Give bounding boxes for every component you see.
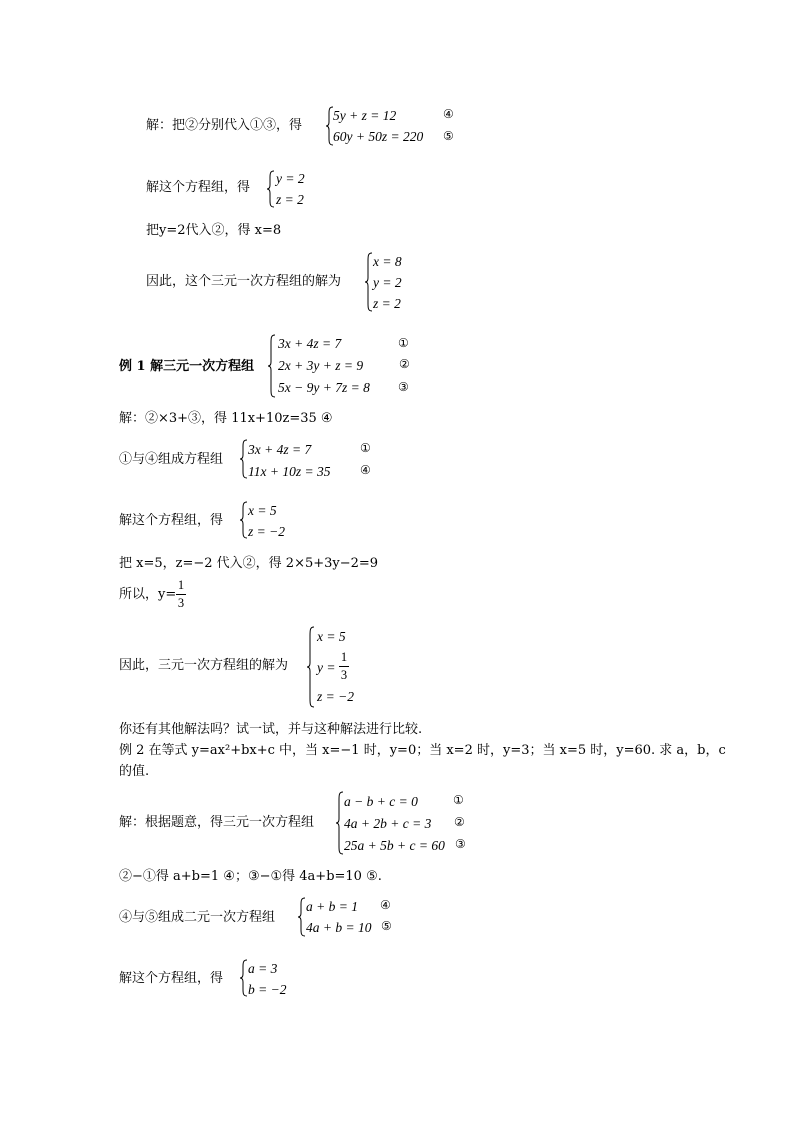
equation-tag: ② <box>454 815 465 829</box>
example1-step1: 解：②×3+③，得 11x+10z=35 ④ <box>119 411 333 426</box>
system-equation: 3x + 4z = 7 <box>248 442 312 457</box>
example2-step1: ②−①得 a+b=1 ④；③−①得 4a+b=10 ⑤. <box>119 869 382 884</box>
system-equation: a + b = 1 <box>306 899 358 914</box>
final-z: z = 2 <box>373 296 401 311</box>
equation-tag: ⑤ <box>381 919 392 933</box>
equation-tag: ① <box>360 441 371 455</box>
final-z: z = −2 <box>317 689 354 704</box>
example2-eq3: 25a + 5b + c = 60 <box>344 838 445 853</box>
equation-tag: ③ <box>398 380 409 394</box>
example1-title <box>119 359 254 375</box>
brace <box>240 959 248 997</box>
example2-eq1: a − b + c = 0 <box>344 794 418 809</box>
example2-combine-text: ④与⑤组成二元一次方程组 <box>119 910 276 925</box>
equation-tag: ④ <box>380 898 391 912</box>
equation-tag: ③ <box>455 837 466 851</box>
final-y: y = <box>317 660 336 675</box>
equation-tag: ④ <box>443 107 454 121</box>
result-x: x = 5 <box>248 503 277 518</box>
fraction-denominator: 3 <box>177 596 185 610</box>
substitution-text: 把 x=5，z=−2 代入②，得 2×5+3y−2=9 <box>119 556 379 571</box>
fraction-numerator: 1 <box>340 650 348 664</box>
solve-text: 解这个方程组，得 <box>146 180 251 195</box>
system-equation: 11x + 10z = 35 <box>248 464 331 479</box>
problem-line-1: 例 2 在等式 y=ax²+bx+c 中，当 x=−1 时，y=0；当 x=2 时，y=3；当 x=5 时，y=60. 求 a，b，c <box>119 743 726 758</box>
brace <box>365 252 373 312</box>
fraction-numerator: 1 <box>177 578 185 592</box>
final-x: x = 5 <box>317 629 346 644</box>
example1-combine-text: ①与④组成方程组 <box>119 452 224 467</box>
equation-tag: ④ <box>360 463 371 477</box>
brace <box>336 791 344 855</box>
block1-solution-text: 解：把②分别代入①③，得 <box>146 118 303 133</box>
example1-eq1: 3x + 4z = 7 <box>278 336 342 351</box>
fraction-final-y <box>339 650 349 683</box>
equation-tag: ① <box>398 336 409 350</box>
equation-tag: ⑤ <box>443 129 454 143</box>
solve-text: 解这个方程组，得 <box>119 971 224 986</box>
equation-tag: ① <box>453 793 464 807</box>
result-y: y = 2 <box>276 171 305 186</box>
solve-text: 解这个方程组，得 <box>119 513 224 528</box>
final-x: x = 8 <box>373 254 402 269</box>
result-z: z = −2 <box>248 524 285 539</box>
fraction-bar <box>339 666 349 667</box>
brace <box>268 334 276 398</box>
final-text: 因此，这个三元一次方程组的解为 <box>146 274 342 289</box>
system-equation: 4a + b = 10 <box>306 920 372 935</box>
system-equation: 5y + z = 12 <box>333 108 397 123</box>
brace <box>298 897 306 937</box>
prompt-text: 你还有其他解法吗？试一试，并与这种解法进行比较. <box>119 722 423 737</box>
substitution-text: 把y=2代入②，得 x=8 <box>146 223 282 238</box>
result-z: z = 2 <box>276 192 304 207</box>
final-y: y = 2 <box>373 275 402 290</box>
final-text: 因此，三元一次方程组的解为 <box>119 658 289 673</box>
result-a: a = 3 <box>248 961 278 976</box>
so-text: 所以，y= <box>119 587 177 602</box>
example1-title-text: 例 1 解三元一次方程组 <box>119 359 255 374</box>
brace <box>240 501 248 539</box>
example2-solution-text: 解：根据题意，得三元一次方程组 <box>119 815 315 830</box>
problem-line-2: 的值. <box>119 764 150 779</box>
example1-eq2: 2x + 3y + z = 9 <box>278 358 364 373</box>
example1-eq3: 5x − 9y + 7z = 8 <box>278 380 370 395</box>
example2-eq2: 4a + 2b + c = 3 <box>344 816 432 831</box>
equation-tag: ② <box>399 357 410 371</box>
brace <box>240 439 248 479</box>
system-equation: 60y + 50z = 220 <box>333 129 424 144</box>
fraction-y <box>176 578 186 611</box>
brace <box>267 170 275 208</box>
fraction-bar <box>176 594 186 595</box>
brace <box>307 626 315 708</box>
result-b: b = −2 <box>248 982 287 997</box>
fraction-denominator: 3 <box>340 668 348 682</box>
